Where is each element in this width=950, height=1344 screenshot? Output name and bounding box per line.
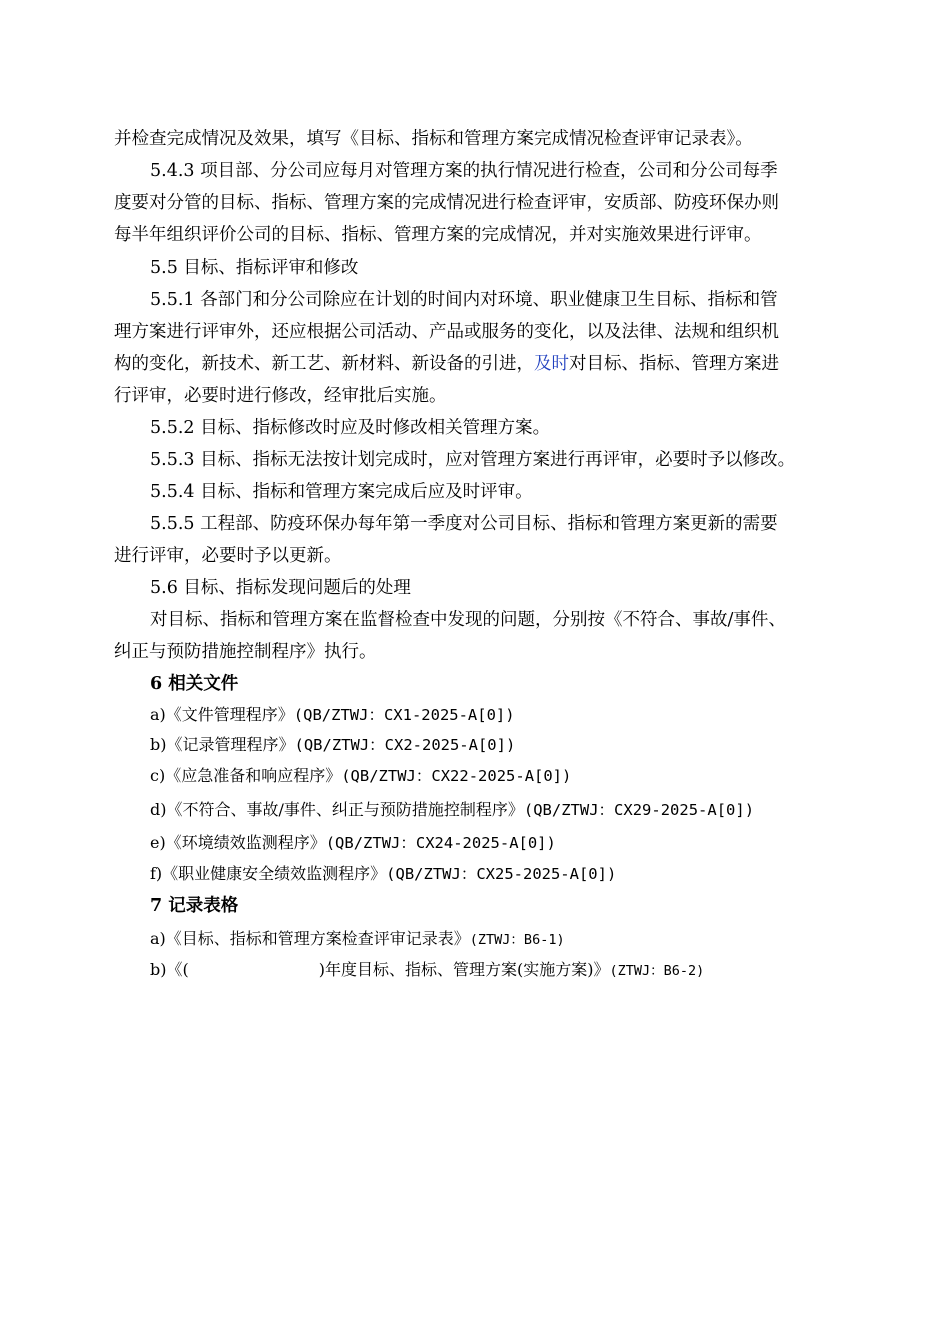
paragraph-line: 5.4.3 项目部、分公司应每月对管理方案的执行情况进行检查，公司和分公司每季 — [150, 161, 778, 181]
reference-item — [150, 798, 754, 822]
paragraph-line: 每半年组织评价公司的目标、指标、管理方案的完成情况，并对实施效果进行评审。 — [114, 225, 762, 245]
paragraph-line: 并检查完成情况及效果，填写《目标、指标和管理方案完成情况检查评审记录表》。 — [114, 129, 753, 149]
reference-item — [150, 831, 556, 855]
section-heading: 6 相关文件 — [150, 674, 239, 694]
paragraph-line: 5.5.4 目标、指标和管理方案完成后应及时评审。 — [150, 482, 533, 502]
paragraph-line: 理方案进行评审外，还应根据公司活动、产品或服务的变化，以及法律、法规和组织机 — [114, 322, 779, 342]
reference-item — [150, 764, 571, 788]
paragraph-line: 5.5.3 目标、指标无法按计划完成时，应对管理方案进行再评审，必要时予以修改。 — [150, 450, 796, 470]
reference-item — [150, 733, 515, 757]
record-form-item — [150, 958, 704, 983]
paragraph-line: 进行评审，必要时予以更新。 — [114, 546, 342, 566]
section-heading: 7 记录表格 — [150, 896, 239, 916]
paragraph-line: 行评审，必要时进行修改，经审批后实施。 — [114, 386, 447, 406]
reference-item — [150, 862, 616, 886]
record-form-name: a)《目标、指标和管理方案检查评审记录表》 — [150, 929, 470, 948]
reference-code: (QB/ZTWJ：CX29-2025-A[0]) — [523, 801, 755, 819]
subsection-heading: 5.6 目标、指标发现问题后的处理 — [150, 578, 411, 598]
paragraph-line: 度要对分管的目标、指标、管理方案的完成情况进行检查评审，安质部、防疫环保办则 — [114, 193, 779, 213]
record-form-code: (ZTWJ：B6-2) — [609, 963, 705, 979]
reference-name: f)《职业健康安全绩效监测程序》 — [150, 864, 387, 883]
reference-code: (QB/ZTWJ：CX2-2025-A[0]) — [294, 736, 516, 754]
paragraph-line: 对目标、指标和管理方案在监督检查中发现的问题，分别按《不符合、事故/事件、 — [150, 610, 786, 630]
reference-name: e)《环境绩效监测程序》 — [150, 833, 326, 852]
record-form-code: (ZTWJ：B6-1) — [469, 932, 565, 948]
reference-name: c)《应急准备和响应程序》 — [150, 766, 342, 785]
record-form-name-end: )年度目标、指标、管理方案(实施方案)》 — [318, 960, 610, 979]
reference-code: (QB/ZTWJ：CX25-2025-A[0]) — [386, 865, 617, 883]
reference-name: a)《文件管理程序》 — [150, 705, 294, 724]
paragraph-line: 5.5.1 各部门和分公司除应在计划的时间内对环境、职业健康卫生目标、指标和管 — [150, 290, 778, 310]
record-form-item — [150, 927, 565, 952]
reference-item — [150, 703, 515, 727]
paragraph-line: 5.5.2 目标、指标修改时应及时修改相关管理方案。 — [150, 418, 551, 438]
paragraph-line — [114, 352, 779, 376]
reference-name: d)《不符合、事故/事件、纠正与预防措施控制程序》 — [150, 800, 524, 819]
reference-code: (QB/ZTWJ：CX1-2025-A[0]) — [293, 706, 515, 724]
reference-code: (QB/ZTWJ：CX22-2025-A[0]) — [341, 767, 572, 785]
paragraph-line: 纠正与预防措施控制程序》执行。 — [114, 642, 377, 662]
paragraph-text: 构的变化，新技术、新工艺、新材料、新设备的引进， — [114, 354, 534, 374]
paragraph-text: 对目标、指标、管理方案进 — [569, 354, 779, 374]
paragraph-line: 5.5.5 工程部、防疫环保办每年第一季度对公司目标、指标和管理方案更新的需要 — [150, 514, 778, 534]
subsection-heading: 5.5 目标、指标评审和修改 — [150, 258, 359, 278]
reference-code: (QB/ZTWJ：CX24-2025-A[0]) — [325, 834, 556, 852]
record-form-name-start: b)《( — [150, 960, 189, 979]
reference-name: b)《记录管理程序》 — [150, 735, 295, 754]
highlighted-word: 及时 — [534, 354, 569, 374]
